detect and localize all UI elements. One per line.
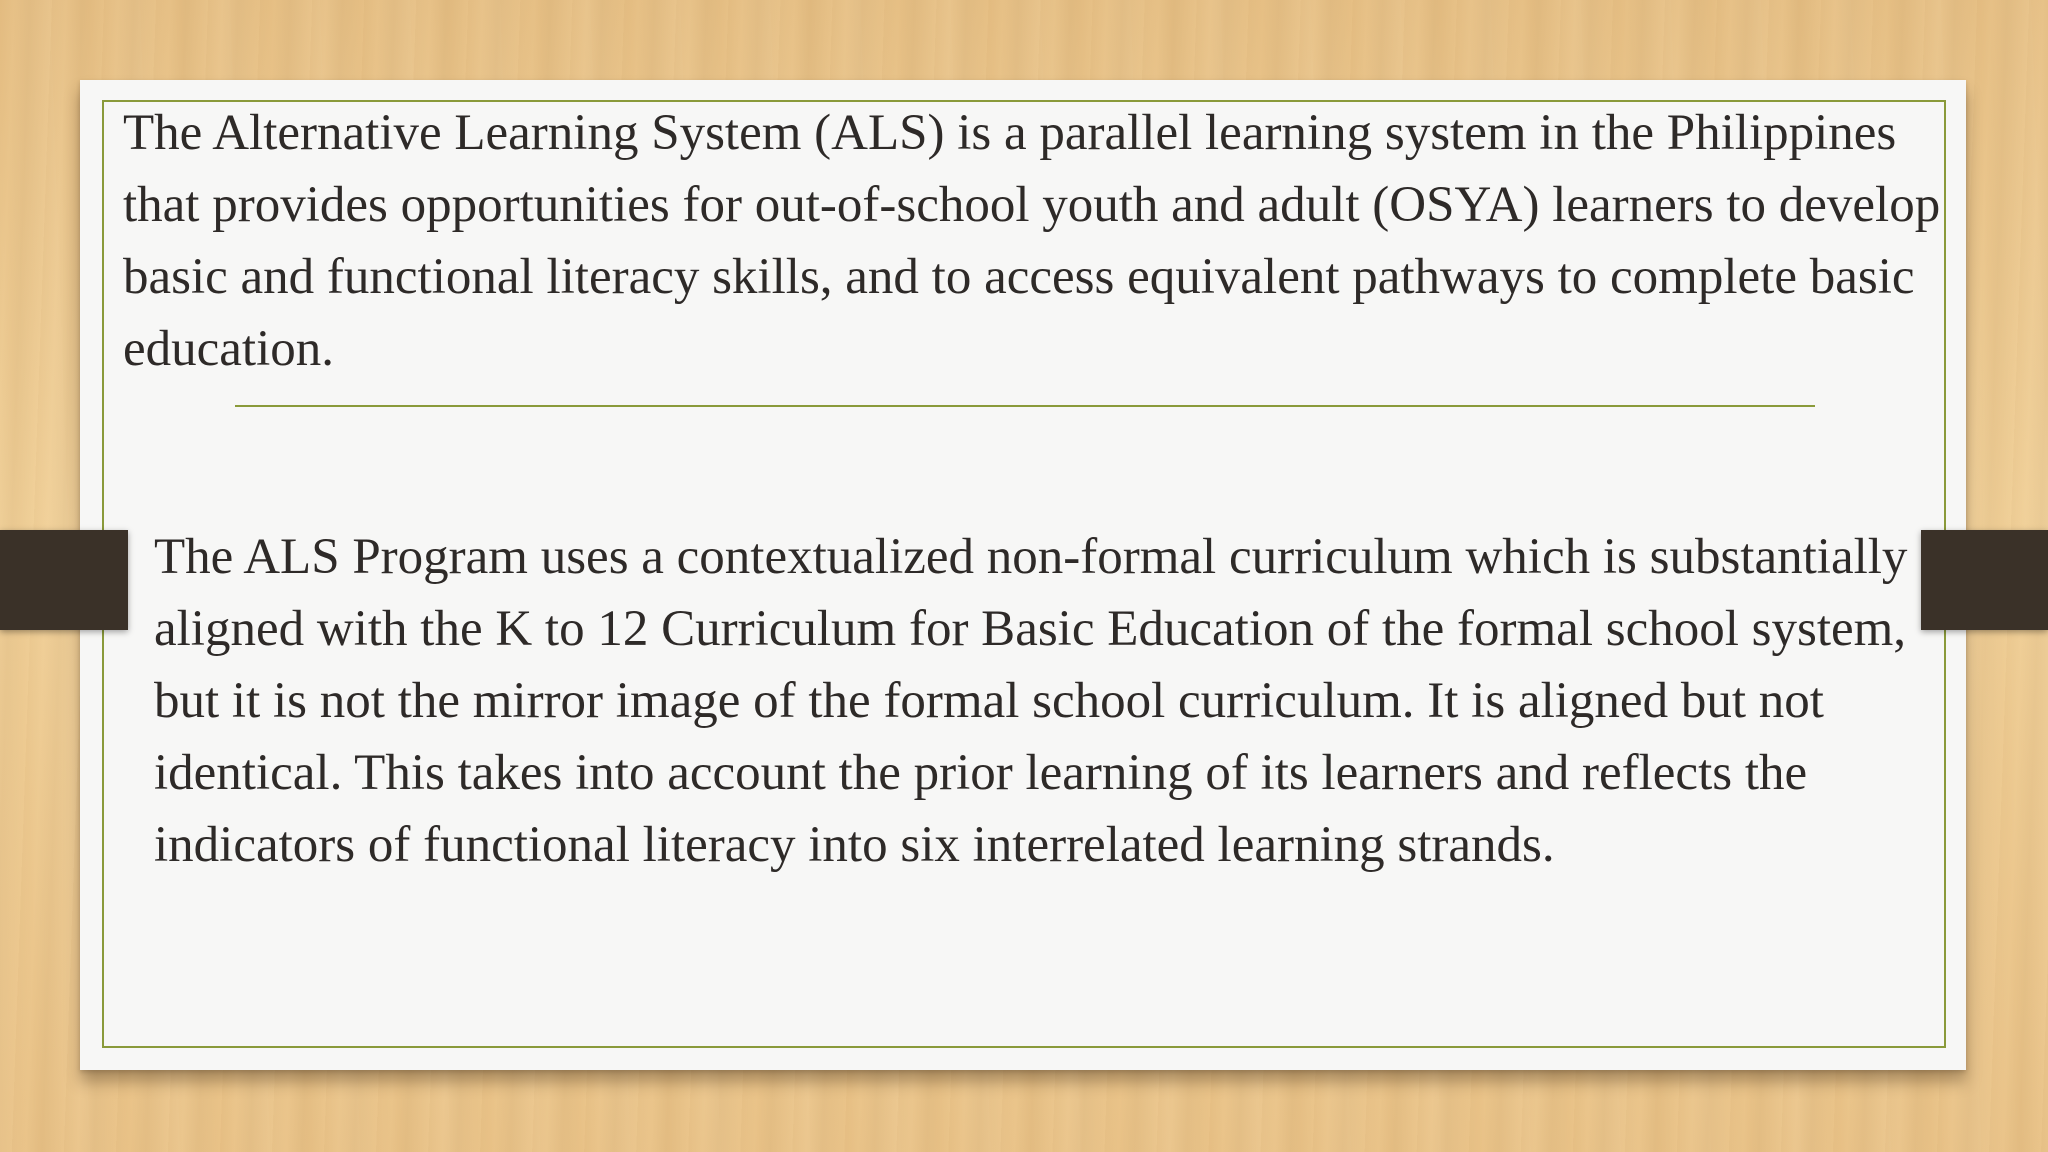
slide-card <box>80 80 1966 1070</box>
left-tab-decoration <box>0 530 128 630</box>
section-divider <box>235 405 1815 407</box>
right-tab-decoration <box>1921 530 2048 630</box>
paragraph-als-curriculum: The ALS Program uses a contextualized non-formal curriculum which is substantially aligned with the K to 12 Curriculum for Basic Education of the formal school system, but it is not the mirror image of the formal school curriculum. It is aligned but not identical. This takes into account the prior learning of its learners and reflects the indicators of functional literacy into six interrelated learning strands. <box>154 529 1908 873</box>
paragraph-als-definition: The Alternative Learning System (ALS) is a parallel learning system in the Philippines that provides opportunities for out-of-school youth and adult (OSYA) learners to develop basic and functional literacy skills, and to access equivalent pathways to complete basic education. <box>123 105 1941 377</box>
